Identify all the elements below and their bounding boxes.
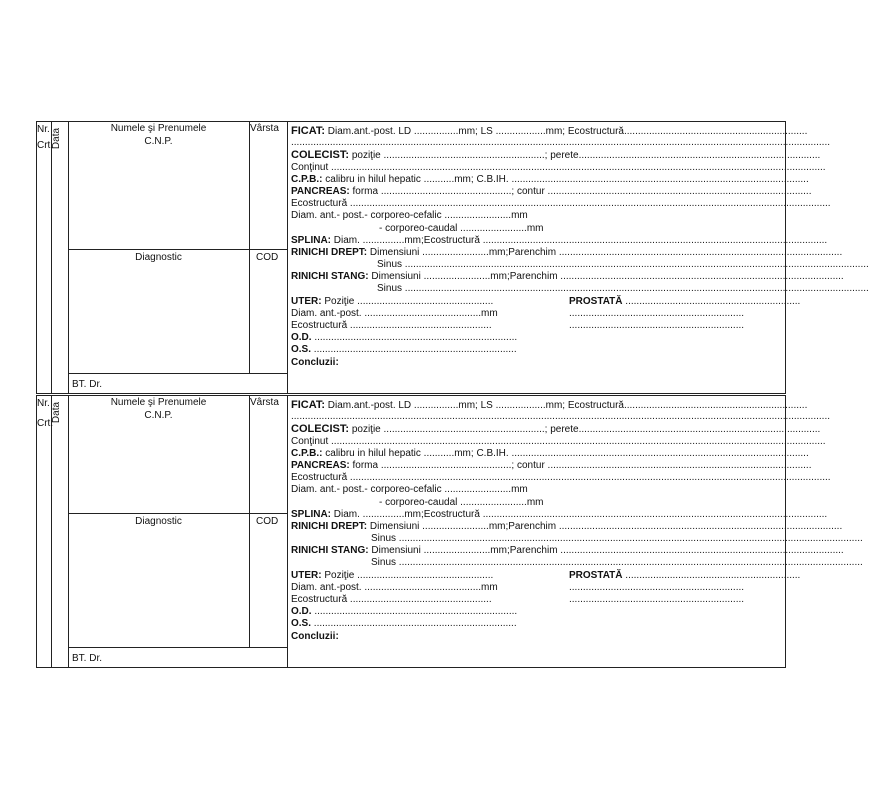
prostata-field-2[interactable]: ............................................................... <box>569 581 745 593</box>
crt-label: Crt. <box>37 140 54 151</box>
cnp-label: C.N.P. <box>144 136 173 147</box>
pancreas-field[interactable]: forma ...............................................; contur ............................................................................................... <box>349 185 812 197</box>
splina-label: SPLINA: <box>291 508 331 520</box>
doctor-label: BT. Dr. <box>72 379 103 390</box>
od-label: O.D. <box>291 332 312 344</box>
divider-nr <box>51 396 52 667</box>
rinichi-stang-field[interactable]: Dimensiuni ........................mm;Parenchim ...................................................................................................... <box>368 271 844 283</box>
ultrasound-form-2 <box>36 395 863 668</box>
pancreas-cefalic-field[interactable]: Diam. ant.- post.- corporeo-cefalic ........................mm <box>291 484 528 496</box>
divider-btdr <box>68 373 287 374</box>
divider-diagnostic <box>68 249 287 250</box>
cod-label: COD <box>256 516 279 527</box>
ficat-continuation[interactable]: .................................................................................................................................................................................................. <box>291 137 830 149</box>
pancreas-cefalic-field[interactable]: Diam. ant.- post.- corporeo-cefalic ........................mm <box>291 210 528 222</box>
cnp-label: C.N.P. <box>144 410 173 421</box>
pancreas-ecostructura-field[interactable]: Ecostructură ............................................................................................................................................................................. <box>291 472 831 484</box>
rinichi-drept-label: RINICHI DREPT: <box>291 520 368 532</box>
continut-field[interactable]: Conţinut .................................................................................................................................................................................. <box>291 435 826 447</box>
diagnostic-label: Diagnostic <box>135 252 182 263</box>
divider-name <box>249 396 250 648</box>
divider-varsta <box>287 122 288 393</box>
ficat-field[interactable]: Diam.ant.-post. LD ................mm; LS ..................mm; Ecostructură.................................................................. <box>325 126 808 137</box>
rinichi-stang-label: RINICHI STANG: <box>291 545 369 557</box>
pancreas-label: PANCREAS: <box>291 459 350 471</box>
os-field[interactable]: ......................................................................... <box>311 344 517 356</box>
ficat-label: FICAT: <box>291 399 326 411</box>
os-label: O.S. <box>291 344 312 356</box>
rinichi-drept-sinus-field[interactable]: Sinus ....................................................................................................................................................................... <box>377 259 869 271</box>
pancreas-ecostructura-field[interactable]: Ecostructură ............................................................................................................................................................................. <box>291 198 831 210</box>
prostata-label: PROSTATĂ <box>569 569 623 581</box>
uter-diam-field[interactable]: Diam. ant.-post. ..........................................mm <box>291 581 498 593</box>
od-field[interactable]: ......................................................................... <box>311 606 518 618</box>
nr-label: Nr. <box>37 124 50 135</box>
continut-field[interactable]: Conţinut .................................................................................................................................................................................. <box>291 161 826 173</box>
pancreas-caudal-field[interactable]: - corporeo-caudal ........................mm <box>379 222 544 234</box>
diagnostic-label: Diagnostic <box>135 516 182 527</box>
divider-varsta <box>287 396 288 667</box>
colecist-label: COLECIST: <box>291 149 350 162</box>
exam-findings <box>291 125 869 369</box>
prostata-field-3[interactable]: ............................................................... <box>569 320 745 331</box>
age-label: Vârsta <box>250 397 279 408</box>
splina-field[interactable]: Diam. ...............mm;Ecostructură ............................................................................................................................ <box>331 234 828 246</box>
pancreas-label: PANCREAS: <box>291 185 350 197</box>
cod-label: COD <box>256 252 279 263</box>
cpb-field[interactable]: calibru in hilul hepatic ...........mm; C.B.IH. ........................................................................................................... <box>322 447 809 459</box>
os-field[interactable]: ......................................................................... <box>311 618 517 630</box>
pancreas-caudal-field[interactable]: - corporeo-caudal ........................mm <box>379 496 544 508</box>
divider-data <box>68 396 69 667</box>
uter-ecostructura-field[interactable]: Ecostructură ................................................... <box>291 594 492 605</box>
name-label: Numele şi Prenumele <box>110 397 207 408</box>
uter-diam-field[interactable]: Diam. ant.-post. ..........................................mm <box>291 307 498 319</box>
divider-diagnostic <box>68 513 287 514</box>
crt-label: Crt. <box>37 418 54 429</box>
uter-field[interactable]: Poziţie ................................................. <box>321 569 494 581</box>
ficat-label: FICAT: <box>291 125 326 137</box>
nr-label: Nr. <box>37 398 50 409</box>
divider-name <box>249 122 250 374</box>
rinichi-drept-field[interactable]: Dimensiuni ........................mm;Parenchim ...................................................................................................... <box>367 246 843 258</box>
uter-ecostructura-field[interactable]: Ecostructură ................................................... <box>291 320 492 331</box>
colecist-label: COLECIST: <box>291 423 350 436</box>
colecist-field[interactable]: poziţie ..........................................................; perete....................................................................................... <box>349 424 821 436</box>
divider-btdr <box>68 647 287 648</box>
splina-field[interactable]: Diam. ...............mm;Ecostructură ............................................................................................................................ <box>331 508 828 520</box>
name-label: Numele şi Prenumele <box>110 123 207 134</box>
uter-label: UTER: <box>291 569 322 581</box>
data-label: Data <box>51 127 63 150</box>
splina-label: SPLINA: <box>291 234 331 246</box>
rinichi-drept-sinus-field[interactable]: Sinus ....................................................................................................................................................................... <box>371 533 863 545</box>
cpb-label: C.P.B.: <box>291 173 323 185</box>
prostata-field-3[interactable]: ............................................................... <box>569 594 745 605</box>
colecist-field[interactable]: poziţie ..........................................................; perete....................................................................................... <box>349 150 821 162</box>
uter-label: UTER: <box>291 295 322 307</box>
doctor-label: BT. Dr. <box>72 653 103 664</box>
rinichi-stang-sinus-field[interactable]: Sinus ....................................................................................................................................................................... <box>371 557 863 569</box>
od-field[interactable]: ......................................................................... <box>311 332 518 344</box>
ficat-field[interactable]: Diam.ant.-post. LD ................mm; LS ..................mm; Ecostructură.................................................................. <box>325 400 808 411</box>
rinichi-stang-field[interactable]: Dimensiuni ........................mm;Parenchim ...................................................................................................... <box>368 545 844 557</box>
rinichi-stang-sinus-field[interactable]: Sinus ....................................................................................................................................................................... <box>377 283 869 295</box>
rinichi-drept-label: RINICHI DREPT: <box>291 246 368 258</box>
ultrasound-form-1 <box>36 121 869 394</box>
cpb-label: C.P.B.: <box>291 447 323 459</box>
uter-field[interactable]: Poziţie ................................................. <box>321 295 494 307</box>
ficat-continuation[interactable]: .................................................................................................................................................................................................. <box>291 411 830 423</box>
exam-findings <box>291 399 863 643</box>
pancreas-field[interactable]: forma ...............................................; contur ............................................................................................... <box>349 459 812 471</box>
data-label: Data <box>51 401 63 424</box>
prostata-field-2[interactable]: ............................................................... <box>569 307 745 319</box>
prostata-label: PROSTATĂ <box>569 295 623 307</box>
concluzii-label[interactable]: Concluzii: <box>291 356 339 368</box>
concluzii-label[interactable]: Concluzii: <box>291 630 339 642</box>
rinichi-drept-field[interactable]: Dimensiuni ........................mm;Parenchim ...................................................................................................... <box>367 520 843 532</box>
od-label: O.D. <box>291 606 312 618</box>
cpb-field[interactable]: calibru in hilul hepatic ...........mm; C.B.IH. ........................................................................................................... <box>322 173 809 185</box>
prostata-field[interactable]: ............................................................... <box>625 295 801 307</box>
rinichi-stang-label: RINICHI STANG: <box>291 271 369 283</box>
age-label: Vârsta <box>250 123 279 134</box>
os-label: O.S. <box>291 618 312 630</box>
prostata-field[interactable]: ............................................................... <box>625 569 801 581</box>
divider-nr <box>51 122 52 393</box>
